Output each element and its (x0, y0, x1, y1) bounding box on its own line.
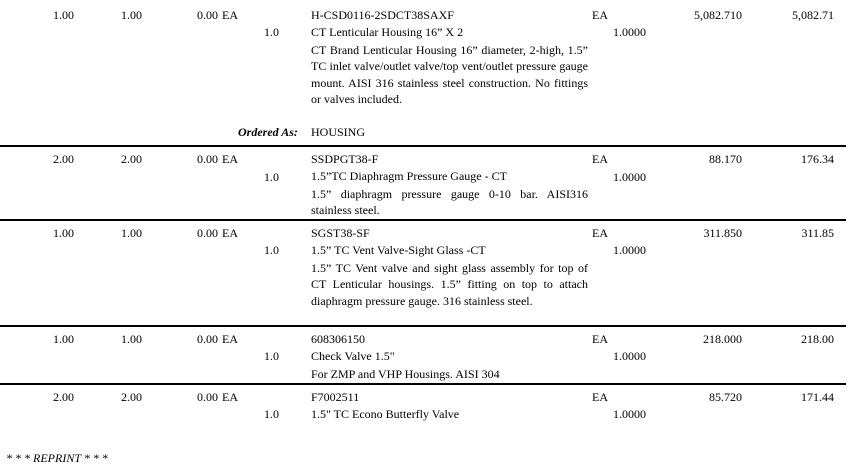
extension: 218.00 (801, 332, 834, 346)
conversion-factor: 1.0 (264, 25, 279, 39)
price-factor: 1.0000 (613, 349, 646, 363)
unit-price: 5,082.710 (694, 8, 742, 22)
unit-price: 311.850 (703, 226, 742, 240)
conversion-factor: 1.0 (264, 349, 279, 363)
qty-shipped: 1.00 (121, 226, 142, 240)
ordered-as-value: HOUSING (311, 125, 365, 139)
qty-ordered: 1.00 (53, 332, 74, 346)
qty-backorder: 0.00 (197, 226, 218, 240)
row-divider (0, 383, 846, 385)
price-factor: 1.0000 (613, 243, 646, 257)
price-unit: EA (592, 152, 608, 166)
price-unit: EA (592, 332, 608, 346)
price-unit: EA (592, 226, 608, 240)
qty-shipped: 1.00 (121, 8, 142, 22)
part-number: SSDPGT38-F (311, 152, 379, 166)
unit-of-measure: EA (222, 226, 238, 240)
qty-backorder: 0.00 (197, 332, 218, 346)
qty-ordered: 2.00 (53, 152, 74, 166)
row-divider (0, 325, 846, 327)
qty-shipped: 2.00 (121, 390, 142, 404)
extension: 311.85 (801, 226, 834, 240)
qty-ordered: 2.00 (53, 390, 74, 404)
ordered-as-label: Ordered As: (238, 125, 298, 139)
unit-of-measure: EA (222, 8, 238, 22)
unit-price: 218.000 (703, 332, 742, 346)
conversion-factor: 1.0 (264, 407, 279, 421)
reprint-banner: * * * REPRINT * * * (6, 451, 108, 465)
unit-price: 85.720 (709, 390, 742, 404)
part-number: F7002511 (311, 390, 360, 404)
price-unit: EA (592, 390, 608, 404)
price-factor: 1.0000 (613, 25, 646, 39)
qty-backorder: 0.00 (197, 152, 218, 166)
unit-of-measure: EA (222, 390, 238, 404)
item-description: CT Brand Lenticular Housing 16” diameter, 2-high, 1.5” TC inlet valve/outlet valve/top vent/outlet pressure gauge mount. AISI 316 stainless steel construction. No fittings or valves included. (311, 43, 588, 107)
part-number: SGST38-SF (311, 226, 370, 240)
qty-backorder: 0.00 (197, 8, 218, 22)
row-divider (0, 145, 846, 147)
item-title: 1.5” TC Vent Valve-Sight Glass -CT (311, 243, 486, 257)
extension: 171.44 (801, 390, 834, 404)
row-divider (0, 219, 846, 221)
item-description: 1.5” TC Vent valve and sight glass assembly for top of CT Lenticular housings. 1.5” fitting on top to attach diaphragm pressure gauge. 316 stainless steel. (311, 261, 588, 308)
item-description: For ZMP and VHP Housings. AISI 304 (311, 367, 500, 381)
part-number: 608306150 (311, 332, 365, 346)
item-title: 1.5”TC Diaphragm Pressure Gauge - CT (311, 169, 507, 183)
qty-ordered: 1.00 (53, 8, 74, 22)
unit-price: 88.170 (709, 152, 742, 166)
qty-shipped: 1.00 (121, 332, 142, 346)
part-number: H-CSD0116-2SDCT38SAXF (311, 8, 454, 22)
item-title: 1.5" TC Econo Butterfly Valve (311, 407, 460, 421)
extension: 176.34 (801, 152, 834, 166)
conversion-factor: 1.0 (264, 170, 279, 184)
qty-ordered: 1.00 (53, 226, 74, 240)
extension: 5,082.71 (792, 8, 834, 22)
qty-backorder: 0.00 (197, 390, 218, 404)
unit-of-measure: EA (222, 332, 238, 346)
item-title: CT Lenticular Housing 16” X 2 (311, 25, 464, 39)
conversion-factor: 1.0 (264, 243, 279, 257)
price-factor: 1.0000 (613, 407, 646, 421)
price-factor: 1.0000 (613, 170, 646, 184)
item-description: 1.5” diaphragm pressure gauge 0-10 bar. AISI316 stainless steel. (311, 187, 588, 218)
qty-shipped: 2.00 (121, 152, 142, 166)
item-title: Check Valve 1.5" (311, 349, 395, 363)
price-unit: EA (592, 8, 608, 22)
unit-of-measure: EA (222, 152, 238, 166)
